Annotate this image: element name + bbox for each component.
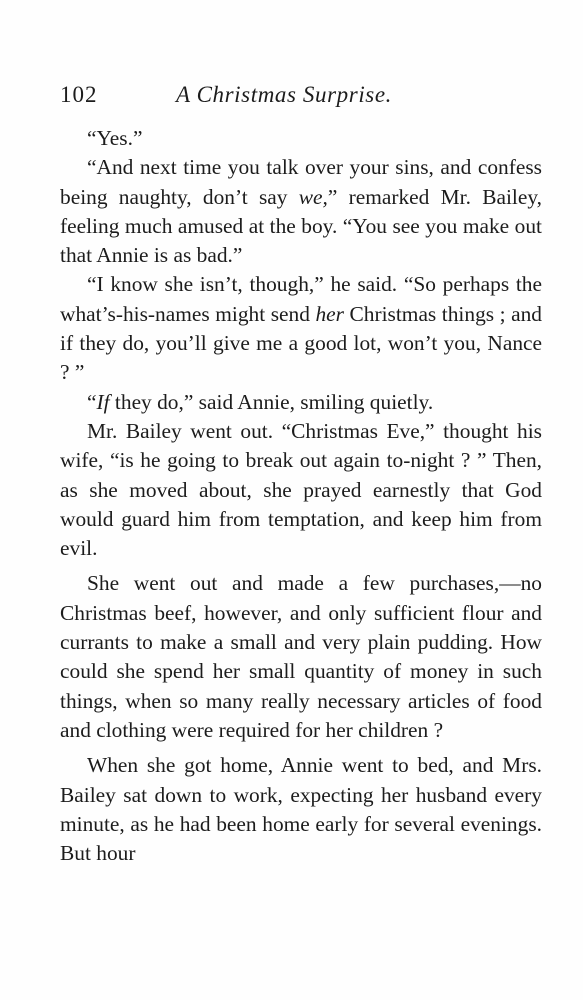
paragraph-4 <box>60 388 542 417</box>
paragraph-1-text: “Yes.” <box>87 126 143 150</box>
paragraph-5 <box>60 417 542 563</box>
paragraph-2-italic: we, <box>298 184 328 209</box>
paragraph-7 <box>60 751 542 868</box>
paragraph-3-italic: her <box>315 301 344 326</box>
paragraph-3-rest: Christmas things ; and if they do, you’ll give me a good lot, won’t you, Nance ? ” <box>60 301 542 385</box>
paragraph-3 <box>60 270 542 387</box>
paragraph-5-text: Mr. Bailey went out. “Christmas Eve,” thought his wife, “is he going to break out again to-night ? ” Then, as she moved about, she prayed earnestly that God would guard him from temptation, and keep him from evil. <box>60 418 542 561</box>
paragraph-4-italic: If <box>96 389 110 414</box>
paragraph-6-text: She went out and made a few purchases,—no Christmas beef, however, and only sufficient flour and currants to make a small and very plain pudding. How could she spend her small quantity of money in such things, when so many really necessary articles of food and clothing were required for her children ? <box>60 571 542 742</box>
paragraph-6 <box>60 569 542 745</box>
paragraph-4-rest: they do,” said Annie, smiling quietly. <box>109 389 434 414</box>
paragraph-7-text: When she got home, Annie went to bed, and Mrs. Bailey sat down to work, expecting her husband every minute, as he had been home early for several evenings. But hour <box>60 753 542 866</box>
page-number: 102 <box>60 82 98 107</box>
paragraph-1 <box>60 124 542 153</box>
paragraph-2-text: “And next time you talk over your sins, and confess being naughty, don’t say <box>60 155 542 209</box>
paragraph-2-rest: ” remarked Mr. Bailey, feeling much amused at the boy. “You see you make out that Annie is as bad.” <box>60 184 542 268</box>
running-header <box>60 82 542 114</box>
paragraph-4-open-quote: “ <box>87 389 97 414</box>
body-text <box>60 124 542 868</box>
paragraph-2 <box>60 153 542 270</box>
paragraph-3-text: “I know she isn’t, though,” he said. “So perhaps the what’s-his-names might send <box>60 272 542 326</box>
running-title: A Christmas Surprise. <box>176 82 393 107</box>
